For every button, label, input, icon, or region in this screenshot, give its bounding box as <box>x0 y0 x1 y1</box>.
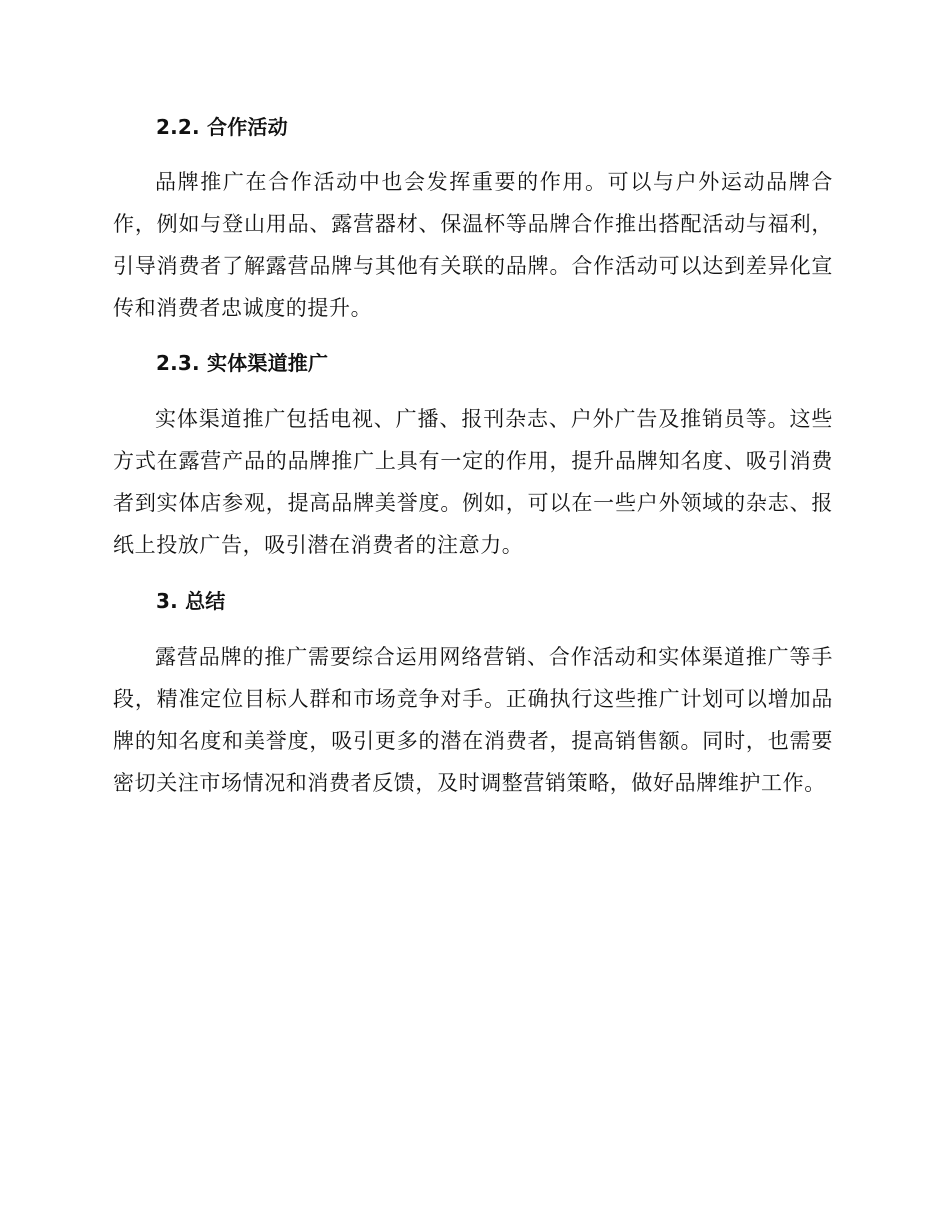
section-paragraph-physical-channel-promotion: 实体渠道推广包括电视、广播、报刊杂志、户外广告及推销员等。这些方式在露营产品的品牌推广上具有一定的作用，提升品牌知名度、吸引消费者到实体店参观，提高品牌美誉度。例如，可以在一些户外领域的杂志、报纸上投放广告，吸引潜在消费者的注意力。 <box>113 407 833 557</box>
section-paragraph-cooperation-activities: 品牌推广在合作活动中也会发挥重要的作用。可以与户外运动品牌合作，例如与登山用品、露营器材、保温杯等品牌合作推出搭配活动与福利，引导消费者了解露营品牌与其他有关联的品牌。合作活动可以达到差异化宣传和消费者忠诚度的提升。 <box>113 170 833 320</box>
section-heading-summary: 3. 总结 <box>156 589 226 613</box>
section-heading-cooperation-activities: 2.2. 合作活动 <box>156 115 288 139</box>
section-paragraph-summary: 露营品牌的推广需要综合运用网络营销、合作活动和实体渠道推广等手段，精准定位目标人群和市场竞争对手。正确执行这些推广计划可以增加品牌的知名度和美誉度，吸引更多的潜在消费者，提高销售额。同时，也需要密切关注市场情况和消费者反馈，及时调整营销策略，做好品牌维护工作。 <box>113 645 833 795</box>
section-heading-physical-channel-promotion: 2.3. 实体渠道推广 <box>156 351 329 375</box>
